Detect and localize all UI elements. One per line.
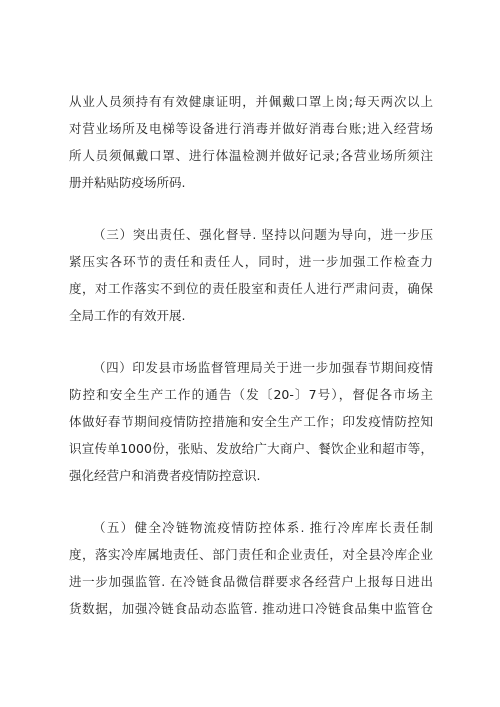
paragraph-1-line-1: 从业人员须持有有效健康证明，并佩戴口罩上岗;每天两次以上 [69,94,433,109]
paragraph-4-line-2: 度，落实冷库属地责任、部门责任和企业责任，对全县冷库企业 [69,547,433,562]
paragraph-3-line-5: 强化经营户和消费者疫情防控意识. [69,468,261,483]
paragraph-3-line-2: 防控和安全生产工作的通告（发〔20-〕7号），督促各市场主 [69,387,433,402]
paragraph-1-line-3: 所人员须佩戴口罩、进行体温检测并做好记录;各营业场所须注 [69,148,433,163]
paragraph-2-line-2: 紧压实各环节的责任和责任人，同时，进一步加强工作检查力 [69,254,433,269]
paragraph-2-line-1: （三）突出责任、强化督导. 坚持以问题为导向，进一步压 [93,227,433,242]
paragraph-3-line-4: 识宣传单1000份，张贴、发放给广大商户、餐饮企业和超市等， [69,441,433,456]
paragraph-2-line-4: 全局工作的有效开展. [69,308,186,323]
paragraph-4-line-4: 货数据，加强冷链食品动态监管. 推动进口冷链食品集中监管仓 [69,601,433,616]
paragraph-3-line-1: （四）印发县市场监督管理局关于进一步加强春节期间疫情 [93,360,433,375]
paragraph-1-line-4: 册并粘贴防疫场所码. [69,175,186,190]
paragraph-2-line-3: 度，对工作落实不到位的责任股室和责任人进行严肃问责，确保 [69,281,433,296]
paragraph-4-line-1: （五）健全冷链物流疫情防控体系. 推行冷库库长责任制 [93,520,433,535]
paragraph-3-line-3: 体做好春节期间疫情防控措施和安全生产工作；印发疫情防控知 [69,414,433,429]
paragraph-1-line-2: 对营业场所及电梯等设备进行消毒并做好消毒台账;进入经营场 [69,121,433,136]
paragraph-4-line-3: 进一步加强监管. 在冷链食品微信群要求各经营户上报每日进出 [69,574,433,589]
